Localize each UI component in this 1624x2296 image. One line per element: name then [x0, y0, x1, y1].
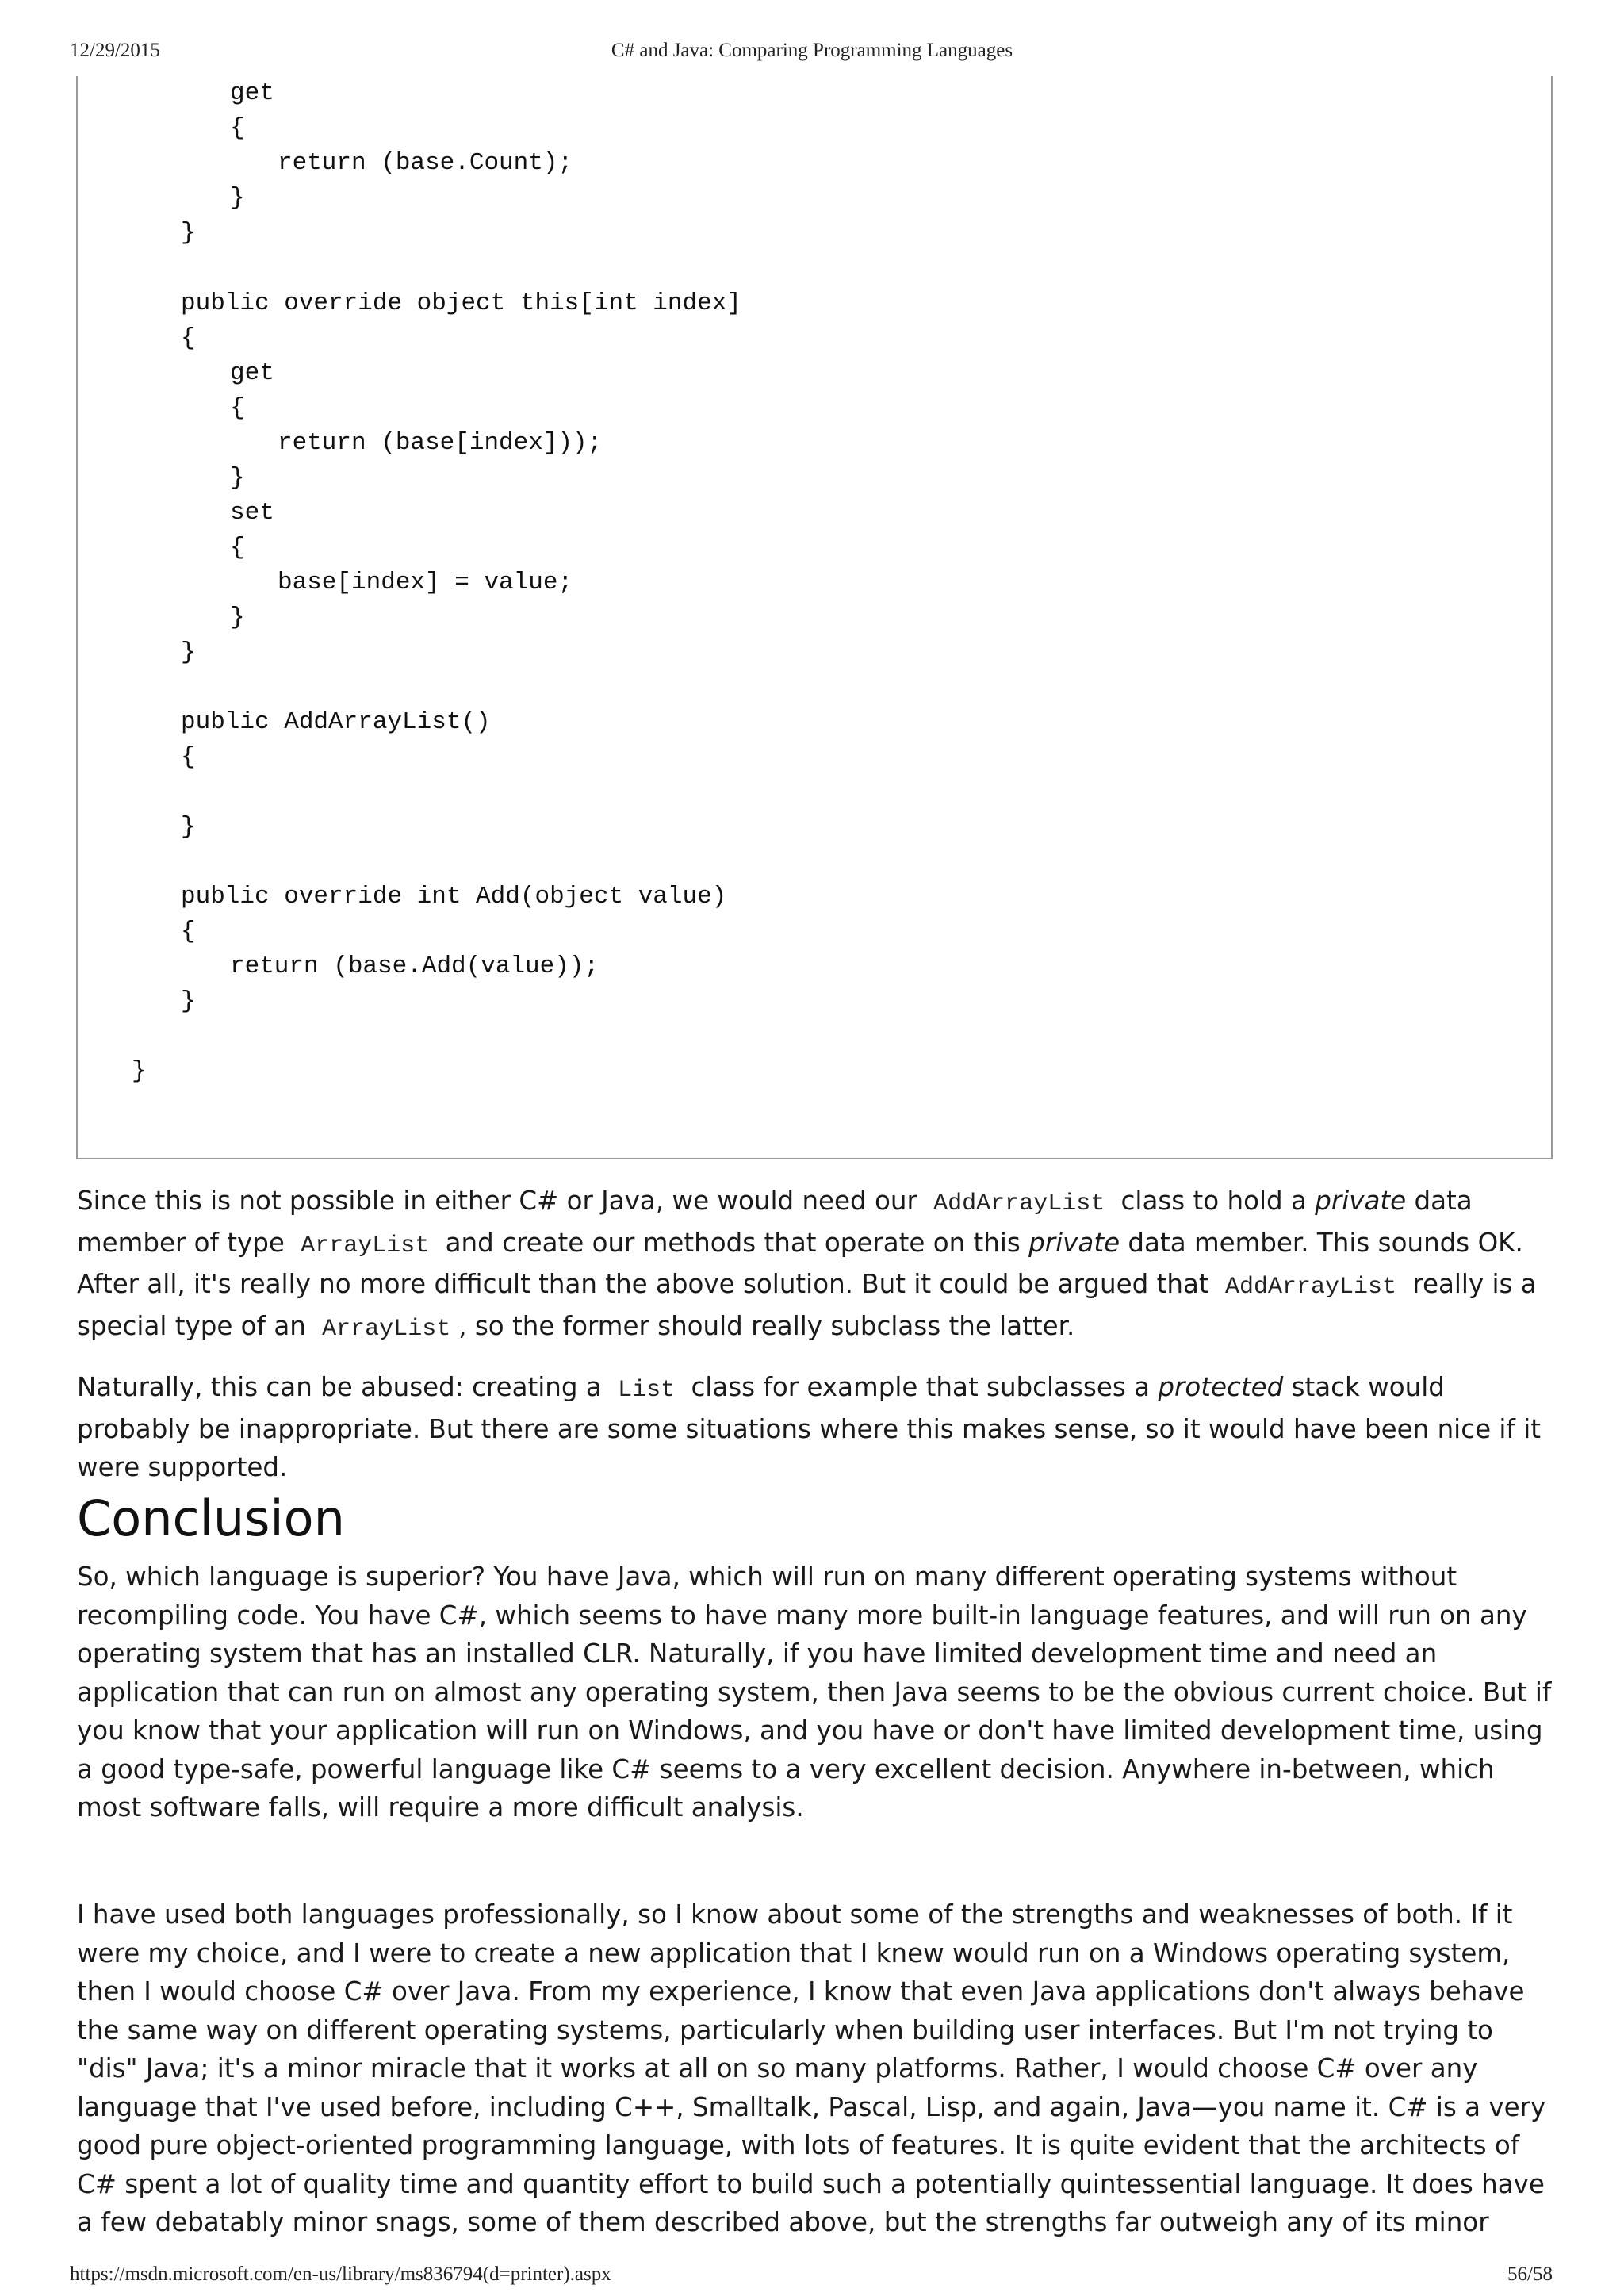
text-run: class to hold a — [1113, 1186, 1316, 1216]
code-line: } — [181, 813, 196, 841]
inline-code: List — [618, 1377, 676, 1404]
code-block — [76, 76, 1553, 1159]
print-url: https://msdn.microsoft.com/en-us/library/ms836794(d=printer).aspx — [70, 2263, 611, 2285]
print-title: C# and Java: Comparing Programming Languages — [611, 40, 1013, 61]
code-line: get — [230, 359, 274, 387]
code-line: public override object this[int index] — [181, 289, 741, 317]
code-line: } — [132, 1057, 147, 1085]
text-run: data member of type — [77, 1186, 1473, 1258]
code-line: { — [181, 918, 196, 945]
code-line: } — [230, 464, 245, 492]
code-line: base[index] = value; — [278, 569, 573, 596]
paragraph-private-member — [77, 1182, 1557, 1348]
paragraph-conclusion-1: So, which language is superior? You have Java, which will run on many different operating systems without recompiling code. You have C#, which seems to have many more built-in language features, and will run on any operating system that has an installed CLR. Naturally, if you have limited development time and need an application that can run on almost any operating system, then Java seems to be the obvious current choice. But if you know that your application will run on Windows, and you have or don't have limited development time, using a good type-safe, powerful language like C# seems to a very excellent decision. Anywhere in-between, which most software falls, will require a more difficult analysis. — [77, 1562, 1552, 1823]
text-run: class for example that subclasses a — [683, 1372, 1159, 1402]
code-line: } — [181, 219, 196, 247]
text-run: stack would probably be inappropriate. But there are some situations where this makes sense, so it would have been nice if it were supported. — [77, 1372, 1541, 1482]
code-line: } — [230, 184, 245, 212]
code-line: { — [230, 114, 245, 142]
inline-code: AddArrayList — [933, 1190, 1105, 1217]
code-line: return (base[index])); — [278, 429, 603, 457]
print-date: 12/29/2015 — [70, 40, 160, 61]
code-line: public override int Add(object value) — [181, 883, 727, 910]
inline-code: AddArrayList — [1224, 1274, 1396, 1301]
conclusion-heading: Conclusion — [77, 1489, 345, 1547]
text-run: really is a special type of an — [77, 1269, 1537, 1341]
code-line: } — [181, 638, 196, 666]
code-line: } — [181, 987, 196, 1015]
paragraph-conclusion-2: I have used both languages professionally, so I know about some of the strengths and weaknesses of both. If it were my choice, and I were to create a new application that I knew would run on a Windows operating system, then I would choose C# over Java. From my experience, I know that even Java applications don't always behave the same way on different operating systems, particularly when building user interfaces. But I'm not trying to "dis" Java; it's a minor miracle that it works at all on so many platforms. Rather, I would choose C# over any language that I've used before, including C++, Smalltalk, Pascal, Lisp, and again, Java—you name it. C# is a very good pure object-oriented programming language, with lots of features. It is quite evident that the architects of C# spent a lot of quality time and quantity effort to build such a potentially quintessential language. It does have a few debatably minor snags, some of them described above, but the strengths far outweigh any of its minor — [77, 1899, 1546, 2237]
code-line: { — [230, 534, 245, 562]
code-line: get — [230, 79, 274, 107]
code-line: return (base.Count); — [278, 149, 573, 177]
code-line: { — [230, 394, 245, 422]
text-run: data member. This sounds OK. After all, it's really no more difficult than the above solution. But it could be argued that — [77, 1227, 1523, 1299]
inline-code: ArrayList — [301, 1232, 430, 1259]
inline-code: ArrayList — [322, 1315, 451, 1343]
emphasis: private — [1315, 1186, 1407, 1216]
paragraph-abuse — [77, 1368, 1557, 1487]
code-line: } — [230, 604, 245, 631]
code-line: public AddArrayList() — [181, 708, 491, 736]
code-line: return (base.Add(value)); — [230, 953, 599, 980]
print-footer — [0, 2263, 1624, 2290]
print-header — [0, 40, 1624, 67]
code-line: set — [230, 499, 274, 527]
emphasis: protected — [1158, 1372, 1284, 1402]
code-line: { — [181, 743, 196, 771]
text-run: and create our methods that operate on this — [437, 1227, 1029, 1258]
text-run: Naturally, this can be abused: creating a — [77, 1372, 611, 1402]
text-run: Since this is not possible in either C# or Java, we would need our — [77, 1186, 926, 1216]
text-run: , so the former should really subclass the latter. — [458, 1310, 1075, 1341]
print-page-number: 56/58 — [1507, 2263, 1553, 2285]
code-line: { — [181, 324, 196, 352]
emphasis: private — [1028, 1227, 1120, 1258]
